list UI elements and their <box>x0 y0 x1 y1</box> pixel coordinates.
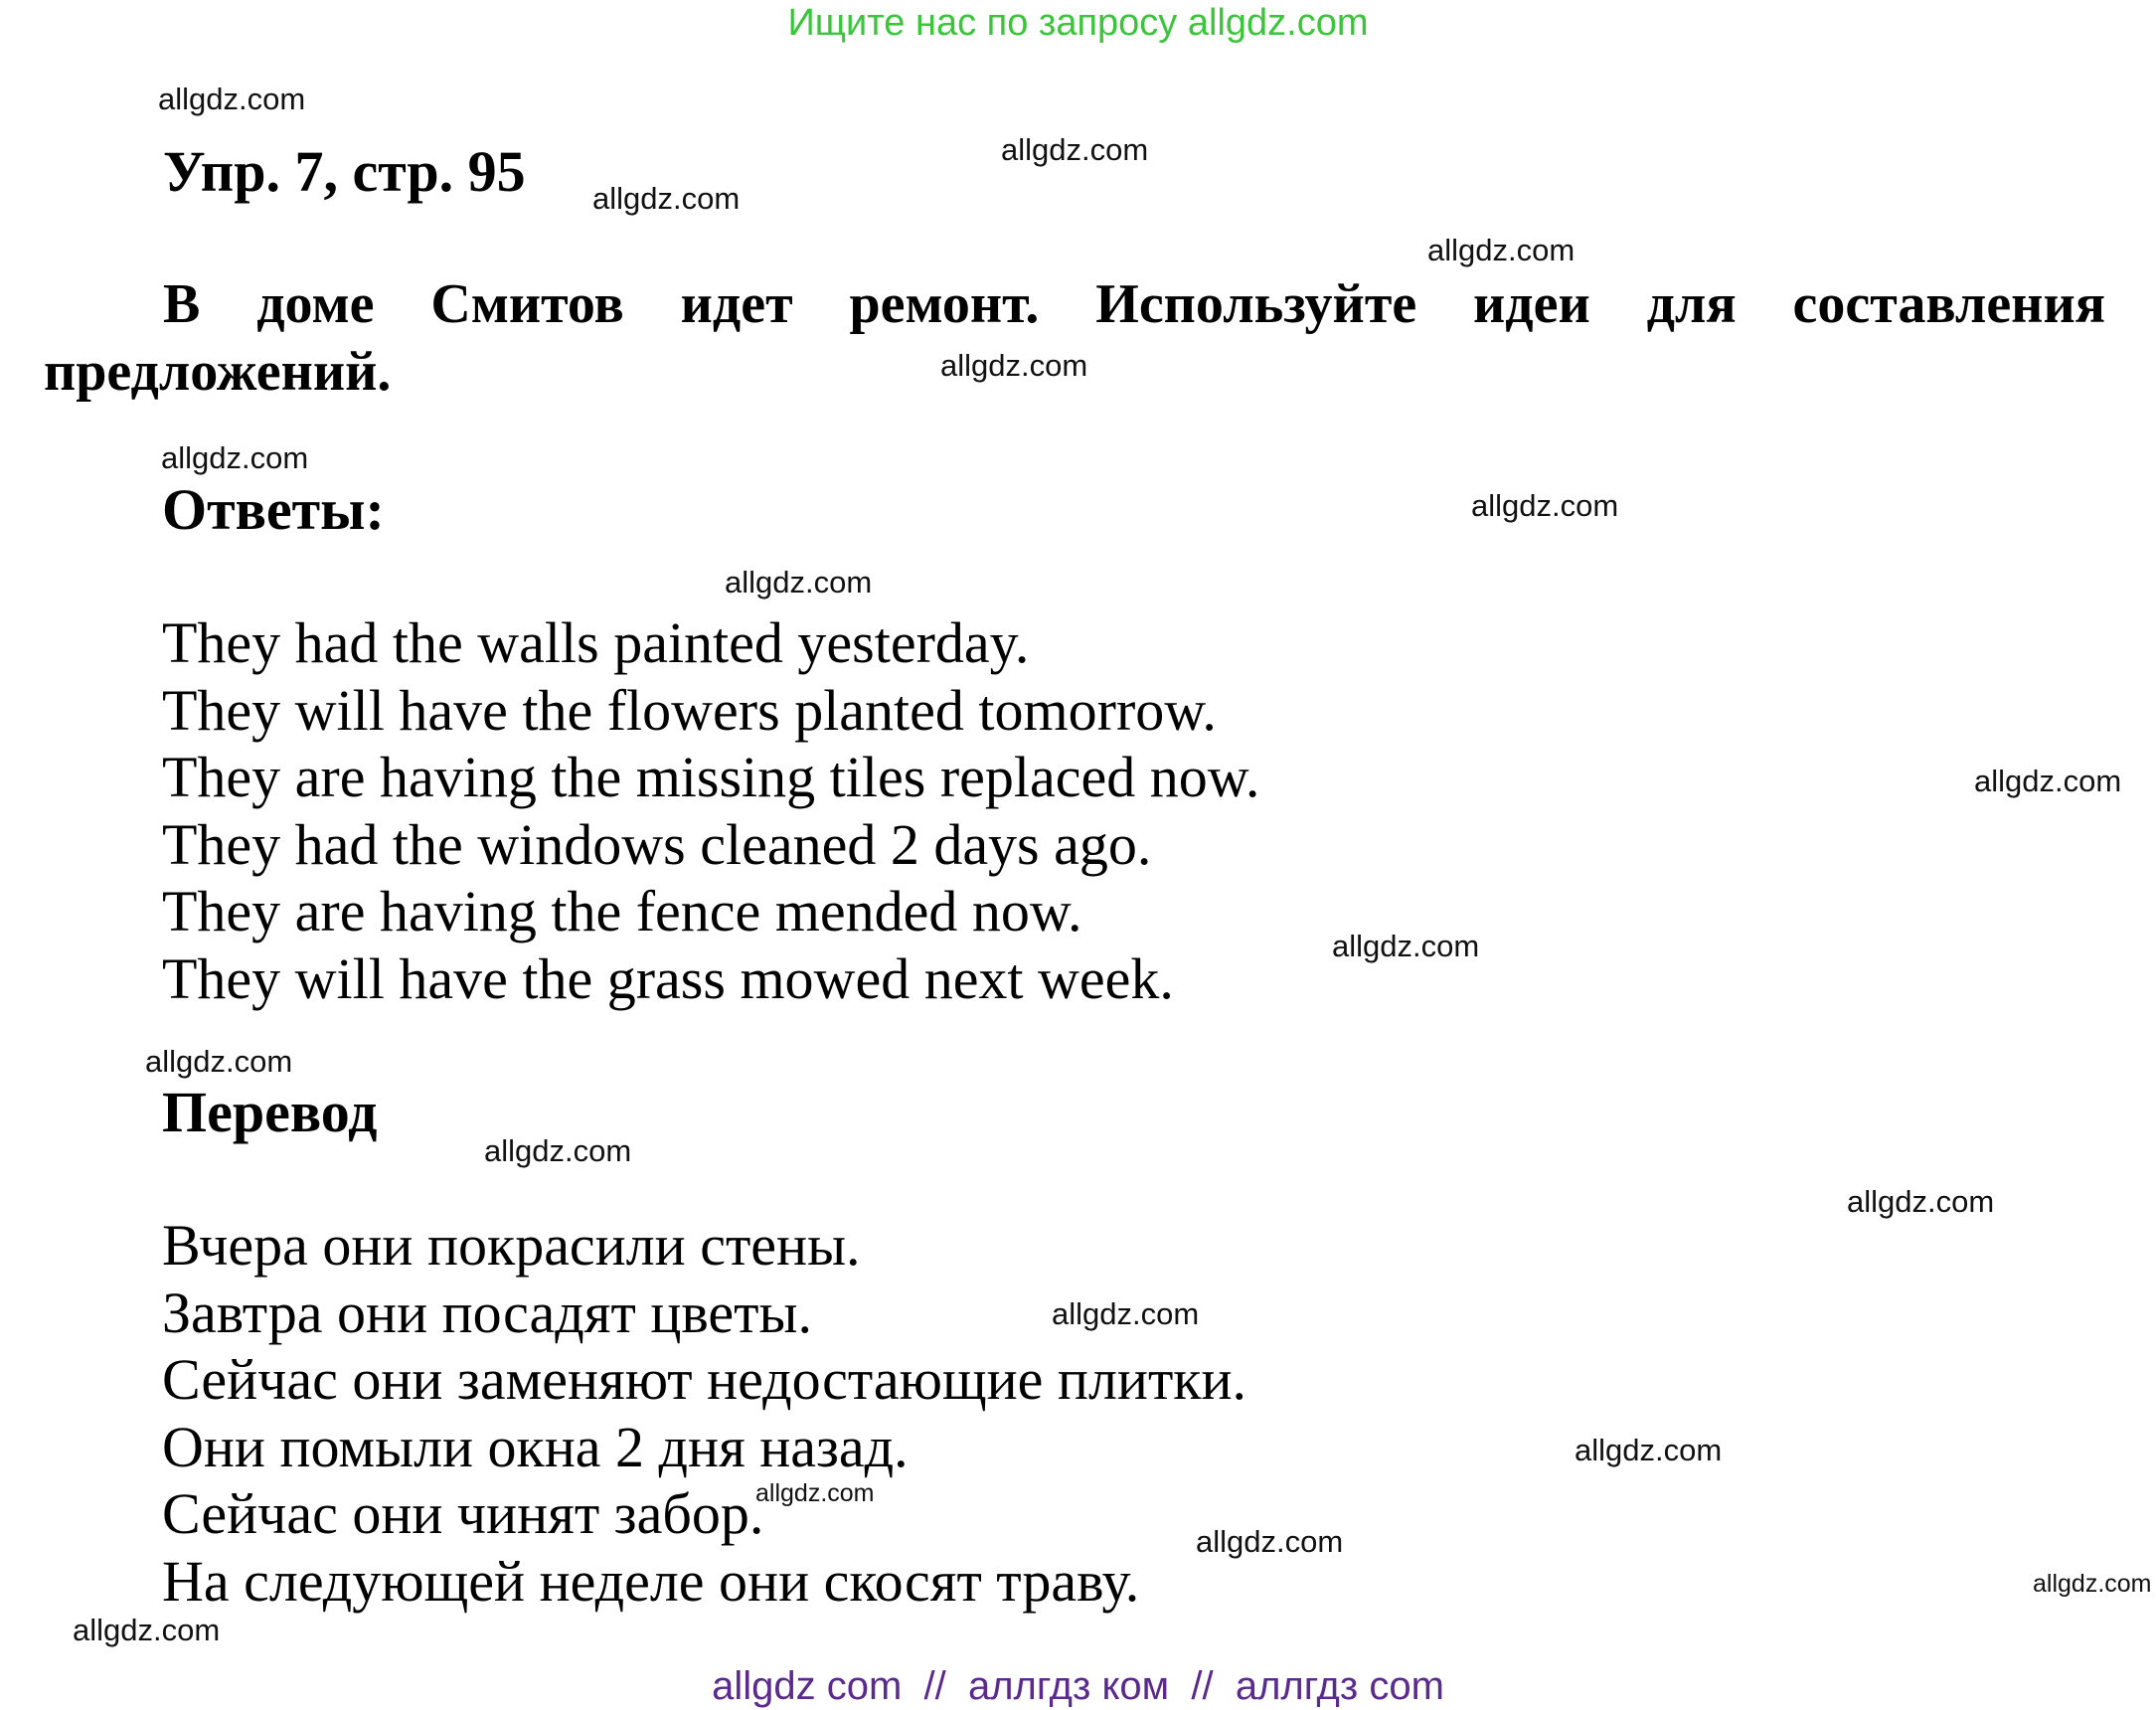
watermark: allgdz.com <box>1332 929 1480 963</box>
exercise-task: В доме Смитов идет ремонт. Используйте идеи для составления предложений. <box>44 273 2105 403</box>
answer-line: They had the walls painted yesterday. <box>162 610 1030 675</box>
translation-line: Завтра они посадят цветы. <box>162 1280 812 1345</box>
answers-heading: Ответы: <box>162 477 385 542</box>
watermark: allgdz.com <box>592 181 741 216</box>
watermark: allgdz.com <box>73 1613 221 1647</box>
watermark: allgdz.com <box>1427 233 1576 267</box>
answer-line: They had the windows cleaned 2 days ago. <box>162 811 1152 877</box>
answer-line: They will have the grass mowed next week. <box>162 945 1174 1011</box>
watermark: allgdz.com <box>161 440 309 475</box>
exercise-title: Упр. 7, стр. 95 <box>163 139 526 204</box>
watermark: allgdz.com <box>145 1044 293 1079</box>
translation-line: Вчера они покрасили стены. <box>162 1213 861 1278</box>
watermark: allgdz.com <box>1001 132 1149 167</box>
watermark: allgdz.com <box>725 565 873 599</box>
top-search-banner: Ищите нас по запросу allgdz.com <box>787 2 1369 44</box>
watermark: allgdz.com <box>1471 488 1619 523</box>
bottom-site-banner: allgdz com // аллгдз ком // аллгдз com <box>712 1664 1444 1708</box>
watermark: allgdz.com <box>755 1479 875 1507</box>
watermark: allgdz.com <box>1196 1524 1344 1559</box>
answer-line: They are having the fence mended now. <box>162 879 1082 943</box>
translation-line: Они помыли окна 2 дня назад. <box>162 1414 909 1479</box>
answer-line: They will have the flowers planted tomorrow. <box>162 677 1217 743</box>
translation-heading: Перевод <box>162 1080 378 1144</box>
watermark: allgdz.com <box>158 82 306 116</box>
watermark: allgdz.com <box>484 1133 632 1168</box>
translation-list <box>162 1212 1246 1615</box>
watermark: allgdz.com <box>2033 1570 2152 1598</box>
watermark: allgdz.com <box>1974 764 2122 798</box>
answer-line: They are having the missing tiles replaced now. <box>162 745 1260 809</box>
translation-line: Сейчас они заменяют недостающие плитки. <box>162 1347 1247 1412</box>
translation-line: На следующей неделе они скосят траву. <box>162 1548 1140 1614</box>
watermark: allgdz.com <box>940 348 1088 383</box>
watermark: allgdz.com <box>1052 1296 1200 1331</box>
translation-line: Сейчас они чинят забор. <box>162 1481 764 1546</box>
answers-list <box>162 609 1259 1012</box>
watermark: allgdz.com <box>1847 1184 1995 1219</box>
watermark: allgdz.com <box>1575 1433 1723 1467</box>
